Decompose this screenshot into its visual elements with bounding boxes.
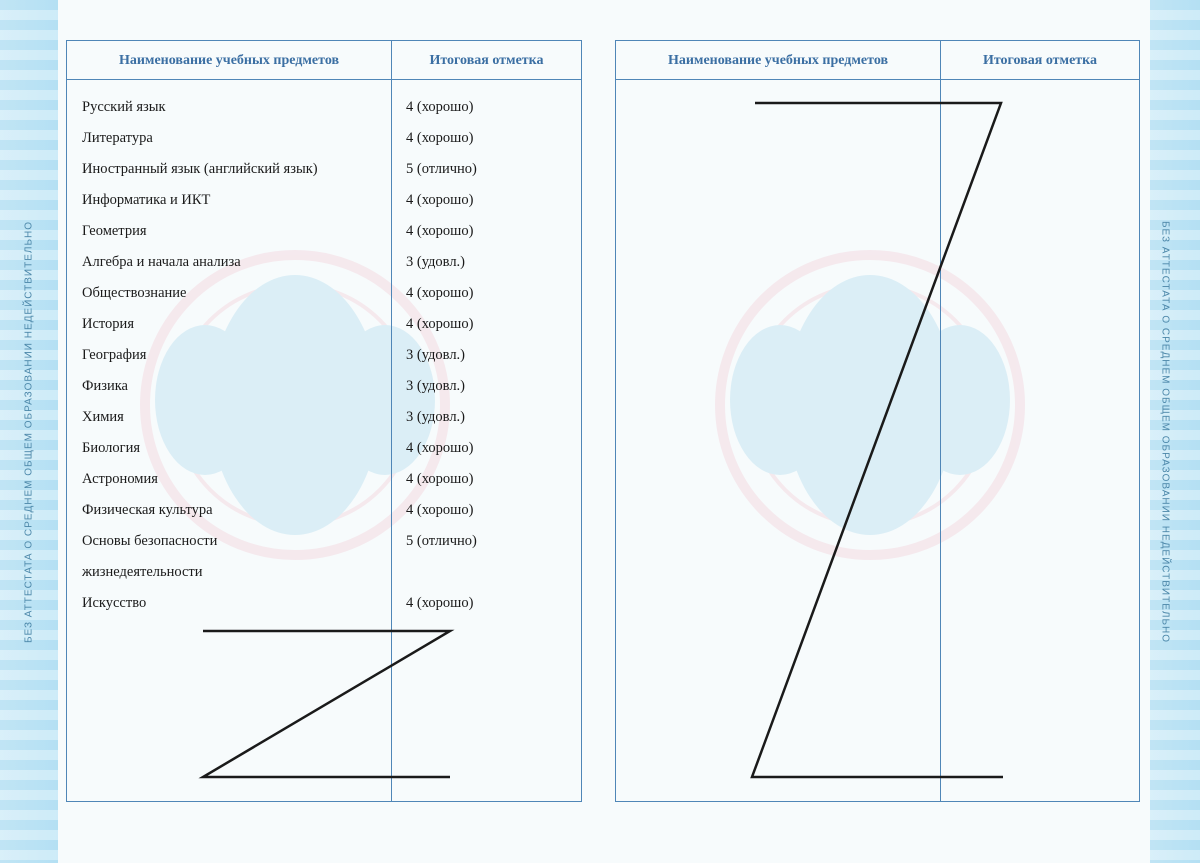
left-header-grade: Итоговая отметка	[429, 53, 544, 68]
subject-name: Искусство	[82, 595, 147, 611]
subject-grade: 4 (хорошо)	[406, 99, 474, 115]
subject-name: Обществознание	[82, 285, 187, 301]
right-grades-table	[615, 40, 1140, 802]
subject-name: Геометрия	[82, 223, 147, 239]
table-row	[67, 558, 581, 586]
subject-grade: 5 (отлично)	[406, 533, 477, 549]
subject-name: История	[82, 316, 134, 332]
subject-grade: 4 (хорошо)	[406, 130, 474, 146]
subject-grade: 4 (хорошо)	[406, 471, 474, 487]
subject-name: Физическая культура	[82, 502, 213, 518]
table-row	[67, 496, 581, 524]
left-header-subjects: Наименование учебных предметов	[118, 53, 340, 68]
table-row	[67, 341, 581, 369]
table-row	[67, 186, 581, 214]
subject-grade: 5 (отлично)	[406, 161, 477, 177]
table-row	[67, 155, 581, 183]
subject-name: Биология	[82, 440, 141, 456]
right-column-divider	[940, 41, 941, 801]
table-row	[67, 217, 581, 245]
subject-grade: 4 (хорошо)	[406, 223, 474, 239]
subject-name: Литература	[82, 130, 153, 146]
subject-grade: 3 (удовл.)	[406, 254, 466, 270]
subject-name: Физика	[82, 378, 128, 394]
table-row	[67, 465, 581, 493]
subject-name: Основы безопасности	[82, 533, 218, 549]
subject-grade: 4 (хорошо)	[406, 192, 474, 208]
table-row	[67, 434, 581, 462]
table-row	[67, 403, 581, 431]
table-row	[67, 124, 581, 152]
table-row	[67, 310, 581, 338]
right-header-grade: Итоговая отметка	[982, 53, 1098, 68]
subject-name: Химия	[82, 409, 124, 425]
table-row	[67, 527, 581, 555]
table-row	[67, 248, 581, 276]
right-table-header	[616, 41, 1139, 80]
left-side-warning-text: БЕЗ АТТЕСТАТА О СРЕДНЕМ ОБЩЕМ ОБРАЗОВАНИИ НЕДЕЙСТВИТЕЛЬНО	[23, 220, 35, 643]
subject-name: Информатика и ИКТ	[82, 192, 211, 208]
subject-name: Алгебра и начала анализа	[82, 254, 241, 270]
subject-grade: 4 (хорошо)	[406, 595, 474, 611]
subject-grade: 3 (удовл.)	[406, 409, 466, 425]
table-row	[67, 93, 581, 121]
subject-grade: 4 (хорошо)	[406, 316, 474, 332]
subject-grade: 3 (удовл.)	[406, 347, 466, 363]
subject-name: Русский язык	[82, 99, 166, 115]
right-side-warning-text: БЕЗ АТТЕСТАТА О СРЕДНЕМ ОБЩЕМ ОБРАЗОВАНИИ НЕДЕЙСТВИТЕЛЬНО	[1159, 220, 1171, 643]
left-table-header	[67, 41, 581, 80]
subject-grade: 4 (хорошо)	[406, 285, 474, 301]
left-grades-table	[66, 40, 582, 802]
right-header-subjects: Наименование учебных предметов	[667, 53, 889, 68]
table-row	[67, 372, 581, 400]
subject-grade: 4 (хорошо)	[406, 502, 474, 518]
subject-grade: 3 (удовл.)	[406, 378, 466, 394]
subject-grade: 4 (хорошо)	[406, 440, 474, 456]
subject-name: Иностранный язык (английский язык)	[82, 161, 318, 177]
subject-name: Астрономия	[82, 471, 158, 487]
table-row	[67, 279, 581, 307]
subject-name: жизнедеятельности	[82, 564, 203, 580]
table-row	[67, 589, 581, 617]
subject-name: География	[82, 347, 147, 363]
right-security-border	[1150, 0, 1200, 863]
